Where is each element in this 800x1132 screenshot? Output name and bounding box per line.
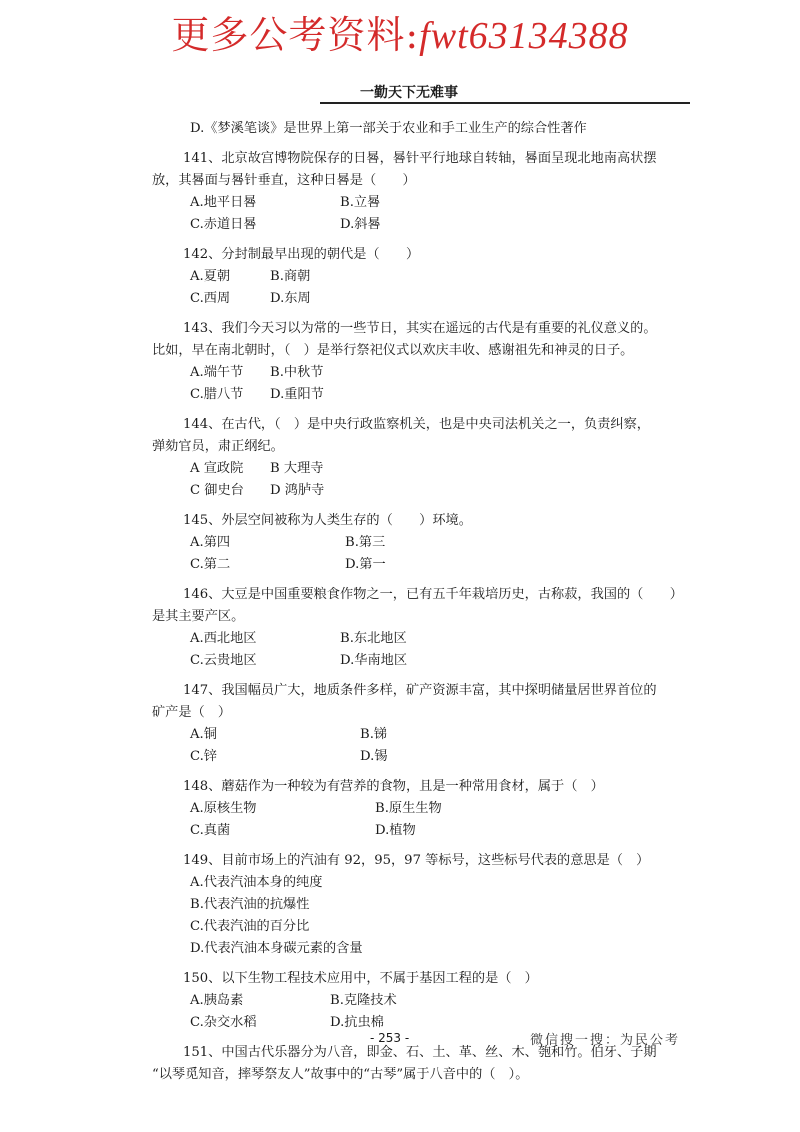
option-row — [190, 192, 695, 214]
option-row — [190, 724, 695, 746]
watermark-code: fwt63134388 — [419, 15, 629, 57]
question-stem-line: 146、大豆是中国重要粮食作物之一，已有五千年栽培历史，古称菽，我国的（ ） — [183, 587, 683, 602]
question-stem-line: “以琴觅知音，摔琴祭友人”故事中的“古琴”属于八音中的（ ）。 — [152, 1067, 529, 1082]
option-choice: C.真菌 — [190, 823, 231, 838]
option-choice: B.第三 — [345, 535, 386, 550]
question-list — [152, 118, 695, 1086]
question-item — [152, 318, 695, 406]
option-choice: C.云贵地区 — [190, 653, 257, 668]
question-stem-line: 是其主要产区。 — [152, 609, 245, 624]
option-choice: A.铜 — [190, 727, 217, 742]
option-choice: B.锑 — [360, 727, 388, 742]
option-choice: C.腊八节 — [190, 387, 244, 402]
question-stem-line: 149、目前市场上的汽油有 92，95，97 等标号，这些标号代表的意思是（ ） — [183, 853, 650, 868]
option-choice: A.西北地区 — [190, 631, 257, 646]
question-stem-line: 比如，早在南北朝时，（ ）是举行祭祀仪式以欢庆丰收、感谢祖先和神灵的日子。 — [152, 343, 634, 358]
watermark-prefix: 更多公考资料: — [171, 13, 420, 57]
footer-promo: 微信搜一搜：为民公考 — [530, 1033, 681, 1048]
option-choice: A.胰岛素 — [190, 993, 244, 1008]
question-item — [183, 850, 695, 960]
option-choice: D.华南地区 — [340, 653, 408, 668]
option-row — [190, 458, 695, 480]
option-choice: A.夏朝 — [190, 269, 231, 284]
question-item — [152, 680, 695, 768]
question-stem-line: 150、以下生物工程技术应用中，不属于基因工程的是（ ） — [183, 971, 538, 986]
option-choice: D.重阳节 — [270, 387, 324, 402]
question-stem-line: 145、外层空间被称为人类生存的（ ）环境。 — [183, 513, 472, 528]
option-choice: D.植物 — [375, 823, 416, 838]
option-choice: B.东北地区 — [340, 631, 407, 646]
option-choice: B.中秋节 — [270, 365, 324, 380]
question-stem-line: 矿产是（ ） — [152, 705, 232, 720]
option-choice: D.东周 — [270, 291, 311, 306]
option-choice: C.西周 — [190, 291, 231, 306]
header-rule — [320, 102, 690, 104]
option-row — [190, 362, 695, 384]
option-choice: A.原核生物 — [190, 801, 257, 816]
question-item — [152, 1042, 695, 1086]
question-item — [152, 148, 695, 236]
option-choice: C.第二 — [190, 557, 231, 572]
watermark-banner — [0, 4, 800, 59]
question-item — [183, 244, 695, 310]
option-choice: A.地平日晷 — [190, 195, 257, 210]
question-item — [183, 510, 695, 576]
question-stem-line: 弹劾官员，肃正纲纪。 — [152, 439, 284, 454]
option-choice: B.原生生物 — [375, 801, 442, 816]
option-row — [190, 746, 695, 768]
questions-container — [152, 148, 695, 1086]
option-row — [190, 820, 695, 842]
option-row — [190, 872, 695, 894]
option-choice: A 宣政院 — [190, 461, 244, 476]
option-choice: C.锌 — [190, 749, 217, 764]
option-row — [190, 650, 695, 672]
option-choice: D 鸿胪寺 — [270, 483, 325, 498]
option-choice: D.抗虫棉 — [330, 1015, 384, 1030]
question-stem-line: 144、在古代，（ ）是中央行政监察机关，也是中央司法机关之一，负责纠察， — [183, 417, 650, 432]
question-item — [152, 414, 695, 502]
option-row — [190, 214, 695, 236]
option-row — [190, 384, 695, 406]
page-header-title: 一勤天下无难事 — [360, 85, 458, 101]
option-choice: B.克隆技术 — [330, 993, 397, 1008]
option-row — [190, 916, 695, 938]
option-choice: C.杂交水稻 — [190, 1015, 257, 1030]
intro-option: D.《梦溪笔谈》是世界上第一部关于农业和手工业生产的综合性著作 — [190, 121, 587, 136]
option-choice: A.第四 — [190, 535, 231, 550]
option-row — [190, 628, 695, 650]
option-choice: A.代表汽油本身的纯度 — [190, 875, 323, 890]
question-item — [183, 968, 695, 1034]
question-stem-line: 151、中国古代乐器分为八音，即金、石、土、革、丝、木、匏和竹。伯牙、子期 — [183, 1045, 657, 1060]
option-choice: B.立晷 — [340, 195, 381, 210]
option-row — [190, 532, 695, 554]
question-stem-line: 143、我们今天习以为常的一些节日，其实在遥远的古代是有重要的礼仪意义的。 — [183, 321, 657, 336]
option-row — [190, 554, 695, 576]
option-choice: C.赤道日晷 — [190, 217, 257, 232]
page-number: - 253 - — [370, 1031, 410, 1045]
option-choice: D.锡 — [360, 749, 388, 764]
option-choice: D.第一 — [345, 557, 386, 572]
question-stem-line: 141、北京故宫博物院保存的日晷，晷针平行地球自转轴，晷面呈现北地南高状摆 — [183, 151, 657, 166]
option-row — [190, 798, 695, 820]
option-row — [190, 938, 695, 960]
question-item — [183, 776, 695, 842]
question-stem-line: 142、分封制最早出现的朝代是（ ） — [183, 247, 420, 262]
option-choice: C 御史台 — [190, 483, 244, 498]
option-choice: B 大理寺 — [270, 461, 324, 476]
option-choice: C.代表汽油的百分比 — [190, 919, 310, 934]
question-stem-line: 147、我国幅员广大，地质条件多样，矿产资源丰富，其中探明储量居世界首位的 — [183, 683, 657, 698]
option-choice: D.斜晷 — [340, 217, 381, 232]
question-item — [152, 584, 695, 672]
option-choice: B.商朝 — [270, 269, 311, 284]
option-row — [190, 288, 695, 310]
option-choice: D.代表汽油本身碳元素的含量 — [190, 941, 363, 956]
option-row — [190, 990, 695, 1012]
option-row — [190, 480, 695, 502]
option-row — [190, 894, 695, 916]
option-row — [190, 266, 695, 288]
option-choice: A.端午节 — [190, 365, 244, 380]
option-choice: B.代表汽油的抗爆性 — [190, 897, 310, 912]
question-stem-line: 148、蘑菇作为一种较为有营养的食物，且是一种常用食材，属于（ ） — [183, 779, 604, 794]
question-stem-line: 放，其晷面与晷针垂直，这种日晷是（ ） — [152, 173, 416, 188]
